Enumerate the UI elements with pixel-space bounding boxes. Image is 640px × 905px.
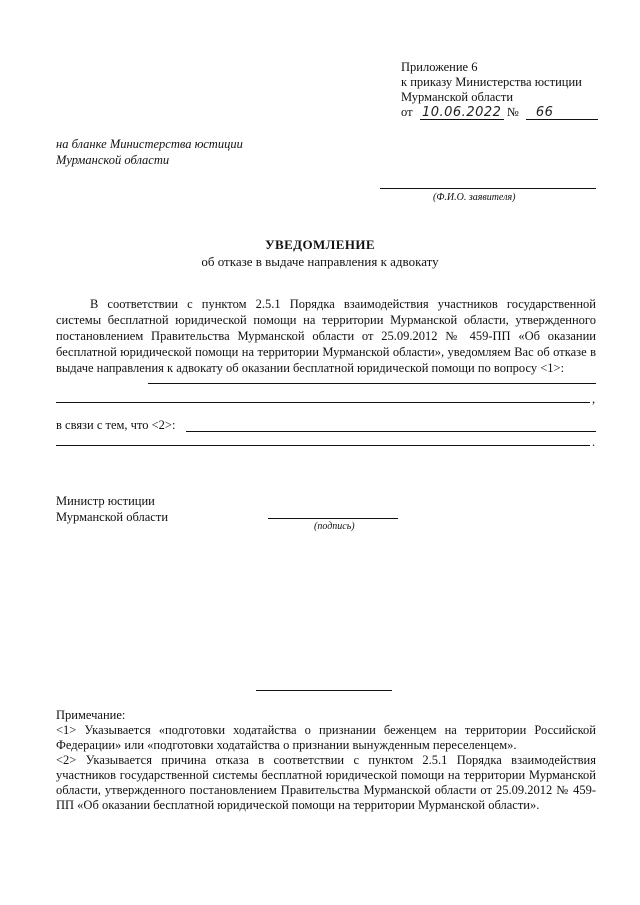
notes-separator (256, 690, 392, 691)
signature-line (268, 518, 398, 519)
reason-label: в связи с тем, что <2>: (56, 418, 176, 432)
appendix-title: Приложение 6 (401, 60, 478, 74)
signatory-position-line2: Мурманской области (56, 510, 169, 524)
signatory-position (56, 493, 168, 525)
reason-line-end: . (592, 435, 596, 449)
appendix-order-ref: к приказу Министерства юстиции (401, 75, 582, 89)
number-label: № (506, 105, 519, 119)
handwritten-date: 10.06.2022 (420, 106, 504, 120)
appendix-header (401, 60, 598, 120)
applicant-name-line (380, 188, 596, 189)
letterhead-note-line1: на бланке Министерства юстиции (56, 137, 243, 151)
body-paragraph (56, 296, 596, 376)
document-title-sub: об отказе в выдаче направления к адвокату (201, 254, 439, 269)
reason-fill-line-2 (56, 445, 590, 446)
note-2: <2> Указывается причина отказа в соответствии с пунктом 2.5.1 Порядка взаимодействия участников государственной системы бесплатной юридической помощи на территории Мурманской области, утвержденного постановлением Правительства Мурманской области от 25.09.2012 № 459-ПП «Об оказании бесплатной юридической помощи на территории Мурманской области». (56, 753, 596, 812)
notes-heading: Примечание: (56, 708, 126, 722)
from-label: от (401, 105, 413, 119)
handwritten-number: 66 (526, 106, 598, 120)
letterhead-note (56, 136, 243, 168)
question-fill-line-1 (148, 383, 596, 384)
note-1: <1> Указывается «подготовки ходатайства о признании беженцем на территории Российской Федерации» или «подготовки ходатайства о признании вынужденным переселенцем». (56, 723, 596, 752)
question-line-end: , (592, 392, 596, 406)
appendix-region: Мурманской области (401, 90, 514, 104)
document-title (0, 236, 640, 270)
body-paragraph-text: В соответствии с пунктом 2.5.1 Порядка взаимодействия участников государственной системы бесплатной юридической помощи на территории Мурманской области, утвержденного постановлением Правительства Мурманской области от 25.09.2012 № 459-ПП «Об оказании бесплатной юридической помощи на территории Мурманской области», уведомляем Вас об отказе в выдаче направления к адвокату об оказании бесплатной юридической помощи по вопросу <1>: (56, 297, 596, 375)
applicant-name-caption: (Ф.И.О. заявителя) (433, 192, 516, 203)
notes-section (56, 708, 596, 813)
letterhead-note-line2: Мурманской области (56, 153, 170, 167)
document-title-main: УВЕДОМЛЕНИЕ (265, 237, 375, 252)
appendix-date-number (401, 105, 598, 120)
question-fill-line-2 (56, 402, 590, 403)
reason-fill-line-1 (186, 431, 596, 432)
signature-caption: (подпись) (314, 521, 355, 532)
signatory-position-line1: Министр юстиции (56, 494, 155, 508)
